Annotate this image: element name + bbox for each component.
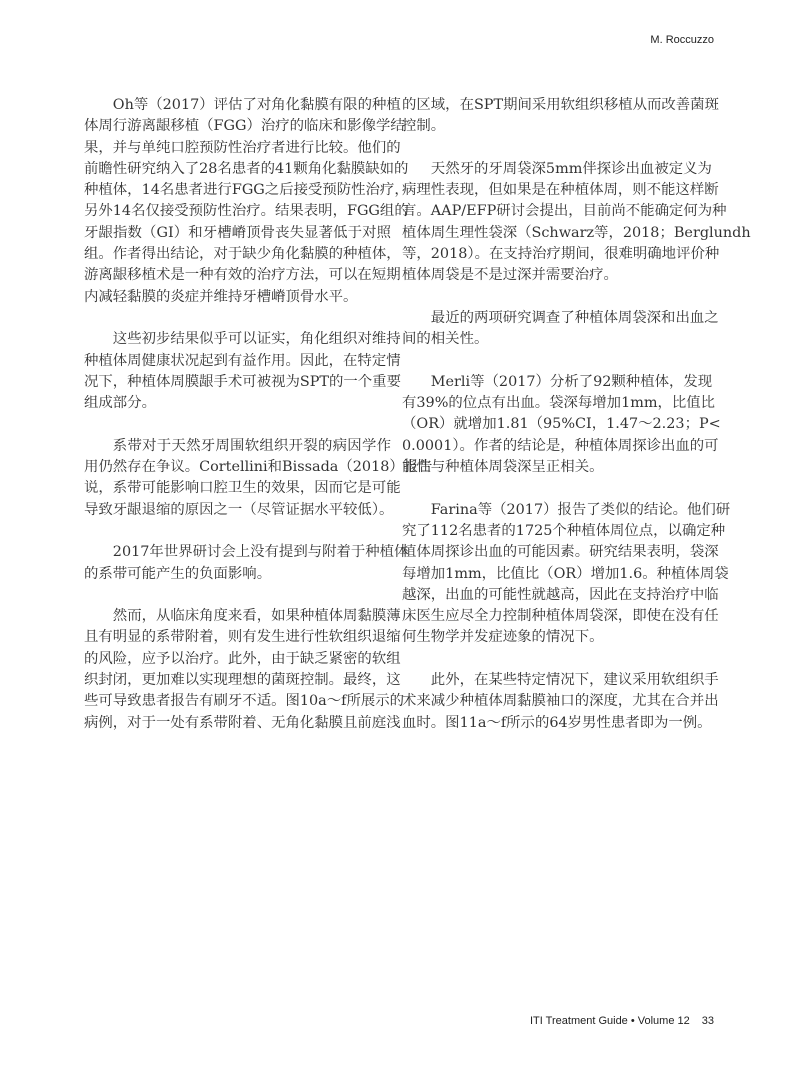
text-line: 的系带可能产生的负面影响。 bbox=[84, 565, 272, 582]
text-line: 天然牙的牙周袋深5mm伴探诊出血被定义为 bbox=[430, 160, 712, 177]
text-line: 植体周生理性袋深（Schwarz等，2018；Berglundh bbox=[402, 224, 751, 241]
paragraph bbox=[402, 95, 719, 138]
text-line: 此外，在某些特定情况下，建议采用软组织手 bbox=[430, 672, 719, 689]
page-footer bbox=[530, 1015, 714, 1027]
page-number: 33 bbox=[701, 1015, 714, 1027]
text-line: 术来减少种植体周黏膜袖口的深度，尤其在合并出 bbox=[402, 693, 719, 710]
text-line: 病例，对于一处有系带附着、无角化黏膜且前庭浅 bbox=[84, 714, 401, 731]
text-line: Oh等（2017）评估了对角化黏膜有限的种植 bbox=[112, 97, 401, 113]
text-line: 有39%的位点有出血。袋深每增加1mm，比值比 bbox=[402, 395, 716, 412]
text-line: 越深，出血的可能性就越高，因此在支持治疗中临 bbox=[402, 586, 719, 603]
text-line: 每增加1mm，比值比（OR）增加1.6。种植体周袋 bbox=[402, 565, 729, 582]
paragraph bbox=[84, 436, 433, 521]
text-line: 2017年世界研讨会上没有提到与附着于种植体 bbox=[112, 544, 409, 561]
text-line: 等，2018）。在支持治疗期间，很难明确地评价种 bbox=[402, 246, 720, 263]
text-line: 织封闭，更加难以实现理想的菌斑控制。最终，这 bbox=[84, 672, 401, 689]
text-line: 何生物学并发症迹象的情况下。 bbox=[402, 629, 604, 646]
paragraph bbox=[84, 95, 409, 308]
text-line: 用仍然存在争议。Cortellini和Bissada（2018）报告 bbox=[84, 459, 433, 476]
text-line: 导致牙龈退缩的原因之一（尽管证据水平较低）。 bbox=[84, 501, 394, 518]
text-line: 病理性表现，但如果是在种植体周，则不能这样断 bbox=[402, 182, 719, 199]
paragraph bbox=[84, 542, 409, 585]
text-line: Farina等（2017）报告了类似的结论。他们研 bbox=[430, 501, 731, 518]
text-line: 植体周探诊出血的可能因素。研究结果表明，袋深 bbox=[402, 544, 719, 561]
text-line: 床医生应尽全力控制种植体周袋深，即使在没有任 bbox=[402, 608, 719, 625]
text-line: 植体周袋是不是过深并需要治疗。 bbox=[402, 267, 618, 284]
text-line: 最近的两项研究调查了种植体周袋深和出血之 bbox=[430, 309, 719, 326]
text-line: 说，系带可能影响口腔卫生的效果，因而它是可能 bbox=[84, 480, 401, 497]
text-line: 且有明显的系带附着，则有发生进行性软组织退缩 bbox=[84, 629, 401, 646]
text-line: 间的相关性。 bbox=[402, 331, 489, 348]
paragraph bbox=[402, 372, 721, 478]
text-line: 0.0001）。作者的结论是，种植体周探诊出血的可 bbox=[402, 437, 719, 454]
text-line: 内减轻黏膜的炎症并维持牙槽嵴顶骨水平。 bbox=[84, 288, 358, 305]
text-line: 另外14名仅接受预防性治疗。结果表明，FGG组的 bbox=[84, 203, 409, 220]
text-line: 这些初步结果似乎可以证实，角化组织对维持 bbox=[112, 331, 401, 348]
paragraph bbox=[402, 670, 719, 734]
paragraph bbox=[402, 159, 751, 287]
text-line: 前瞻性研究纳入了28名患者的41颗角化黏膜缺如的 bbox=[84, 160, 409, 177]
text-line: 的区域，在SPT期间采用软组织移植从而改善菌斑 bbox=[402, 97, 719, 113]
running-header-author: M. Roccuzzo bbox=[650, 34, 714, 46]
text-line: （OR）就增加1.81（95%CI，1.47～2.23；P< bbox=[402, 416, 721, 433]
text-line: 种植体周健康状况起到有益作用。因此，在特定情 bbox=[84, 352, 401, 369]
text-line: 言。AAP/EFP研讨会提出，目前尚不能确定何为种 bbox=[402, 203, 727, 220]
text-line: 血时。图11a～f所示的64岁男性患者即为一例。 bbox=[402, 714, 712, 731]
text-line: 果，并与单纯口腔预防性治疗者进行比较。他们的 bbox=[84, 139, 401, 156]
right-column bbox=[402, 95, 751, 755]
text-line: 况下，种植体周膜龈手术可被视为SPT的一个重要 bbox=[84, 373, 401, 390]
text-line: Merli等（2017）分析了92颗种植体，发现 bbox=[430, 373, 713, 390]
paragraph bbox=[402, 308, 719, 351]
text-line: 游离龈移植术是一种有效的治疗方法，可以在短期 bbox=[84, 267, 401, 284]
text-line: 究了112名患者的1725个种植体周位点，以确定种 bbox=[402, 522, 726, 539]
text-line: 然而，从临床角度来看，如果种植体周黏膜薄 bbox=[112, 608, 401, 625]
text-line: 控制。 bbox=[402, 118, 446, 135]
text-line: 些可导致患者报告有刷牙不适。图10a～f所展示的 bbox=[84, 693, 405, 710]
paragraph bbox=[402, 500, 731, 649]
text-line: 体周行游离龈移植（FGG）治疗的临床和影像学结 bbox=[84, 118, 405, 135]
paragraph bbox=[84, 329, 401, 414]
publication-title: ITI Treatment Guide • Volume 12 bbox=[529, 1015, 690, 1027]
text-line: 组成部分。 bbox=[84, 395, 156, 412]
text-line: 系带对于天然牙周围软组织开裂的病因学作 bbox=[112, 437, 391, 454]
text-line: 种植体，14名患者进行FGG之后接受预防性治疗， bbox=[84, 182, 409, 199]
paragraph bbox=[84, 606, 405, 734]
text-line: 牙龈指数（GI）和牙槽嵴顶骨丧失显著低于对照 bbox=[84, 224, 391, 241]
text-line: 组。作者得出结论，对于缺少角化黏膜的种植体， bbox=[84, 246, 401, 263]
text-line: 的风险，应予以治疗。此外，由于缺乏紧密的软组 bbox=[84, 650, 401, 667]
text-line: 能性与种植体周袋深呈正相关。 bbox=[402, 459, 604, 476]
left-column bbox=[84, 95, 433, 755]
